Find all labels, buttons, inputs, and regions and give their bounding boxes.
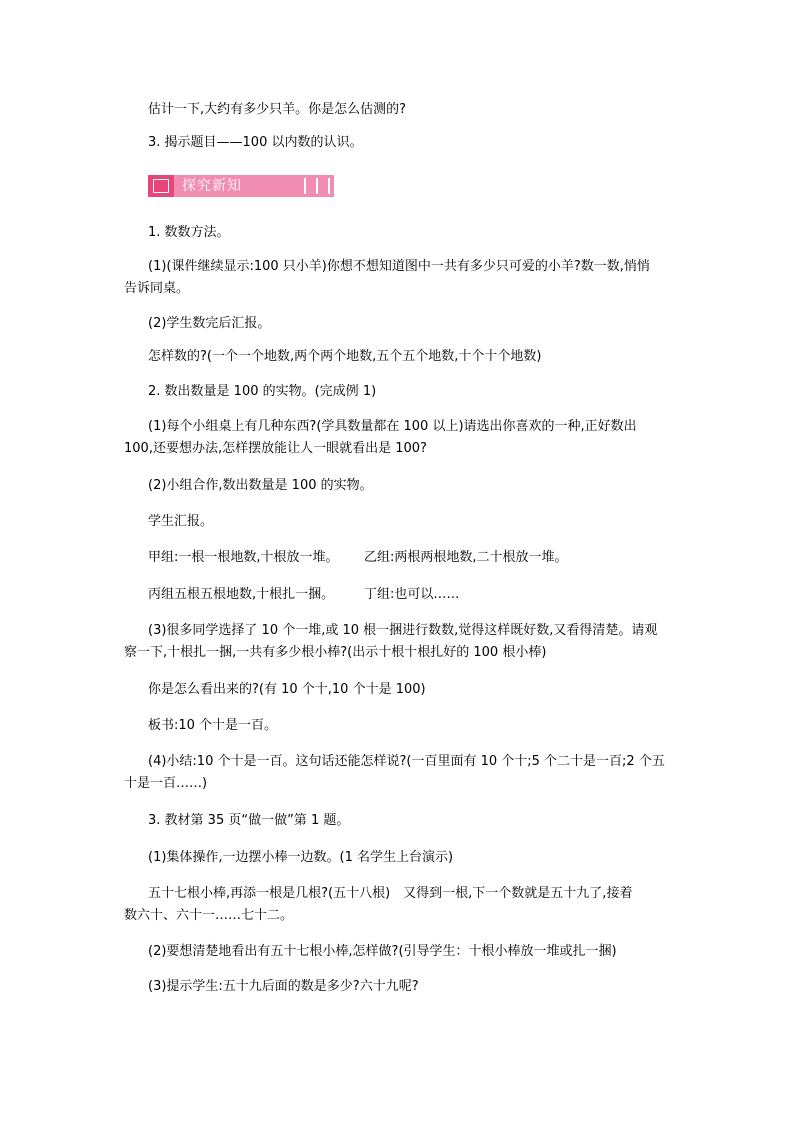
paragraph: (1)集体操作,一边摆小棒一边数。(1 名学生上台演示) xyxy=(148,850,454,865)
paragraph: (3)很多同学选择了 10 个一堆,或 10 根一捆进行数数,觉得这样既好数,又看得清楚。请观 xyxy=(148,623,658,638)
stripes-decoration xyxy=(304,178,330,194)
paragraph: (2)小组合作,数出数量是 100 的实物。 xyxy=(148,478,373,493)
paragraph: 乙组:两根两根地数,二十根放一堆。 xyxy=(364,550,568,565)
paragraph: 你是怎么看出来的?(有 10 个十,10 个十是 100) xyxy=(148,682,426,697)
section-number-icon xyxy=(153,179,169,193)
paragraph: 3. 教材第 35 页“做一做”第 1 题。 xyxy=(148,813,350,828)
paragraph: 丁组:也可以…… xyxy=(364,587,460,602)
section-number-badge xyxy=(148,175,174,197)
paragraph: 100,还要想办法,怎样摆放能让人一眼就看出是 100? xyxy=(124,441,427,456)
paragraph: 十是一百……) xyxy=(124,776,208,791)
paragraph: 估计一下,大约有多少只羊。你是怎么估测的? xyxy=(148,102,407,117)
paragraph: 板书:10 个十是一百。 xyxy=(148,718,278,733)
paragraph: 五十七根小棒,再添一根是几根?(五十八根) 又得到一根,下一个数就是五十九了,接着 xyxy=(148,886,633,901)
paragraph: 告诉同桌。 xyxy=(124,281,190,296)
paragraph: (2)学生数完后汇报。 xyxy=(148,316,271,331)
paragraph: 1. 数数方法。 xyxy=(148,225,230,240)
paragraph: (1)(课件继续显示:100 只小羊)你想不想知道图中一共有多少只可爱的小羊?数一数,悄悄 xyxy=(148,259,650,274)
paragraph: (1)每个小组桌上有几种东西?(学具数量都在 100 以上)请选出你喜欢的一种,正好数出 xyxy=(148,419,637,434)
paragraph: 怎样数的?(一个一个地数,两个两个地数,五个五个地数,十个十个地数) xyxy=(148,349,542,364)
section-banner xyxy=(148,175,334,197)
section-title-bar xyxy=(174,175,334,197)
paragraph: (2)要想清楚地看出有五十七根小棒,怎样做?(引导学生：十根小棒放一堆或扎一捆) xyxy=(148,944,617,959)
paragraph: (3)提示学生:五十九后面的数是多少?六十九呢? xyxy=(148,979,419,994)
paragraph: 3. 揭示题目——100 以内数的认识。 xyxy=(148,135,363,150)
paragraph: 丙组五根五根地数,十根扎一捆。 xyxy=(148,587,335,602)
paragraph: 察一下,十根扎一捆,一共有多少根小棒?(出示十根十根扎好的 100 根小棒) xyxy=(124,645,547,660)
paragraph: 数六十、六十一……七十二。 xyxy=(124,908,294,923)
paragraph: 甲组:一根一根地数,十根放一堆。 xyxy=(148,550,339,565)
paragraph: 学生汇报。 xyxy=(148,514,214,529)
paragraph: 2. 数出数量是 100 的实物。(完成例 1) xyxy=(148,384,377,399)
paragraph: (4)小结:10 个十是一百。这句话还能怎样说?(一百里面有 10 个十;5 个二十是一百;2 个五 xyxy=(148,754,665,769)
section-title: 探究新知 xyxy=(182,178,242,194)
